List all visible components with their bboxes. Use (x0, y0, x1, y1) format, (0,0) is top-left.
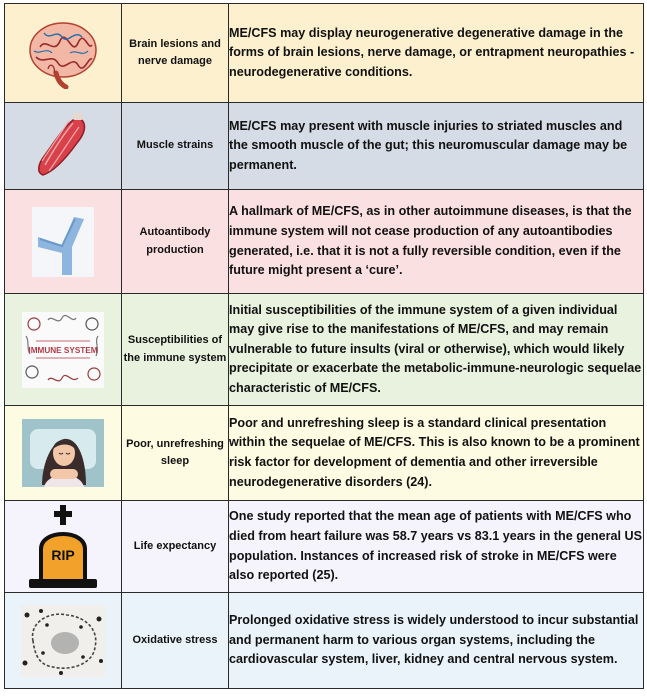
table-row (5, 501, 644, 593)
brain-icon (26, 17, 100, 89)
table-row (5, 406, 644, 501)
icon-cell (5, 501, 122, 593)
table-row (5, 294, 644, 406)
row-description: Poor and unrefreshing sleep is a standard clinical presentation within the sequelae of ME/CFS. This is also known to be a prominent risk factor for development of dementia and other irreversible neurodegenerative disorders (24). (229, 406, 644, 501)
icon-cell (5, 294, 122, 406)
svg-text:RIP: RIP (51, 546, 75, 563)
antibody-icon (32, 207, 94, 277)
sleep-icon (22, 419, 104, 487)
table-row (5, 103, 644, 190)
table-row (5, 190, 644, 294)
row-description: ME/CFS may present with muscle injuries to striated muscles and the smooth muscle of the gut; this neuromuscular damage may be permanent. (229, 103, 644, 190)
table-row (5, 4, 644, 103)
row-label: Muscle strains (122, 103, 229, 190)
icon-cell (5, 103, 122, 190)
svg-text:IMMUNE SYSTEM: IMMUNE SYSTEM (28, 345, 98, 355)
icon-cell (5, 4, 122, 103)
row-label: Susceptibilities of the immune system (122, 294, 229, 406)
row-description: A hallmark of ME/CFS, as in other autoimmune diseases, is that the immune system will not cease production of any autoantibodies generated, i.e. that it is not a fully reversible condition, even if the future might present a ‘cure’. (229, 190, 644, 294)
tombstone-icon (27, 505, 99, 589)
table-row (5, 593, 644, 689)
row-label: Oxidative stress (122, 593, 229, 689)
muscle-icon (33, 113, 93, 179)
row-label: Poor, unrefreshing sleep (122, 406, 229, 501)
row-label: Life expectancy (122, 501, 229, 593)
row-label: Autoantibody production (122, 190, 229, 294)
cell-icon (21, 605, 105, 677)
icon-cell (5, 406, 122, 501)
immune-system-icon (22, 312, 104, 388)
row-label: Brain lesions and nerve damage (122, 4, 229, 103)
consequences-table (4, 3, 644, 689)
row-description: Prolonged oxidative stress is widely understood to incur substantial and permanent harm to various organ systems, including the cardiovascular system, liver, kidney and central nervous system. (229, 593, 644, 689)
icon-cell (5, 593, 122, 689)
icon-cell (5, 190, 122, 294)
row-description: One study reported that the mean age of patients with ME/CFS who died from heart failure was 58.7 years vs 83.1 years in the general US population. Instances of increased risk of stroke in ME/CFS were also reported (25). (229, 501, 644, 593)
row-description: ME/CFS may display neurogenerative degenerative damage in the forms of brain lesions, nerve damage, or entrapment neuropathies - neurodegenerative conditions. (229, 4, 644, 103)
row-description: Initial susceptibilities of the immune system of a given individual may give rise to the manifestations of ME/CFS, and may remain vulnerable to future insults (viral or otherwise), which would likely precipitate or exacerbate the metabolic-immune-neurologic sequelae characteristic of ME/CFS. (229, 294, 644, 406)
